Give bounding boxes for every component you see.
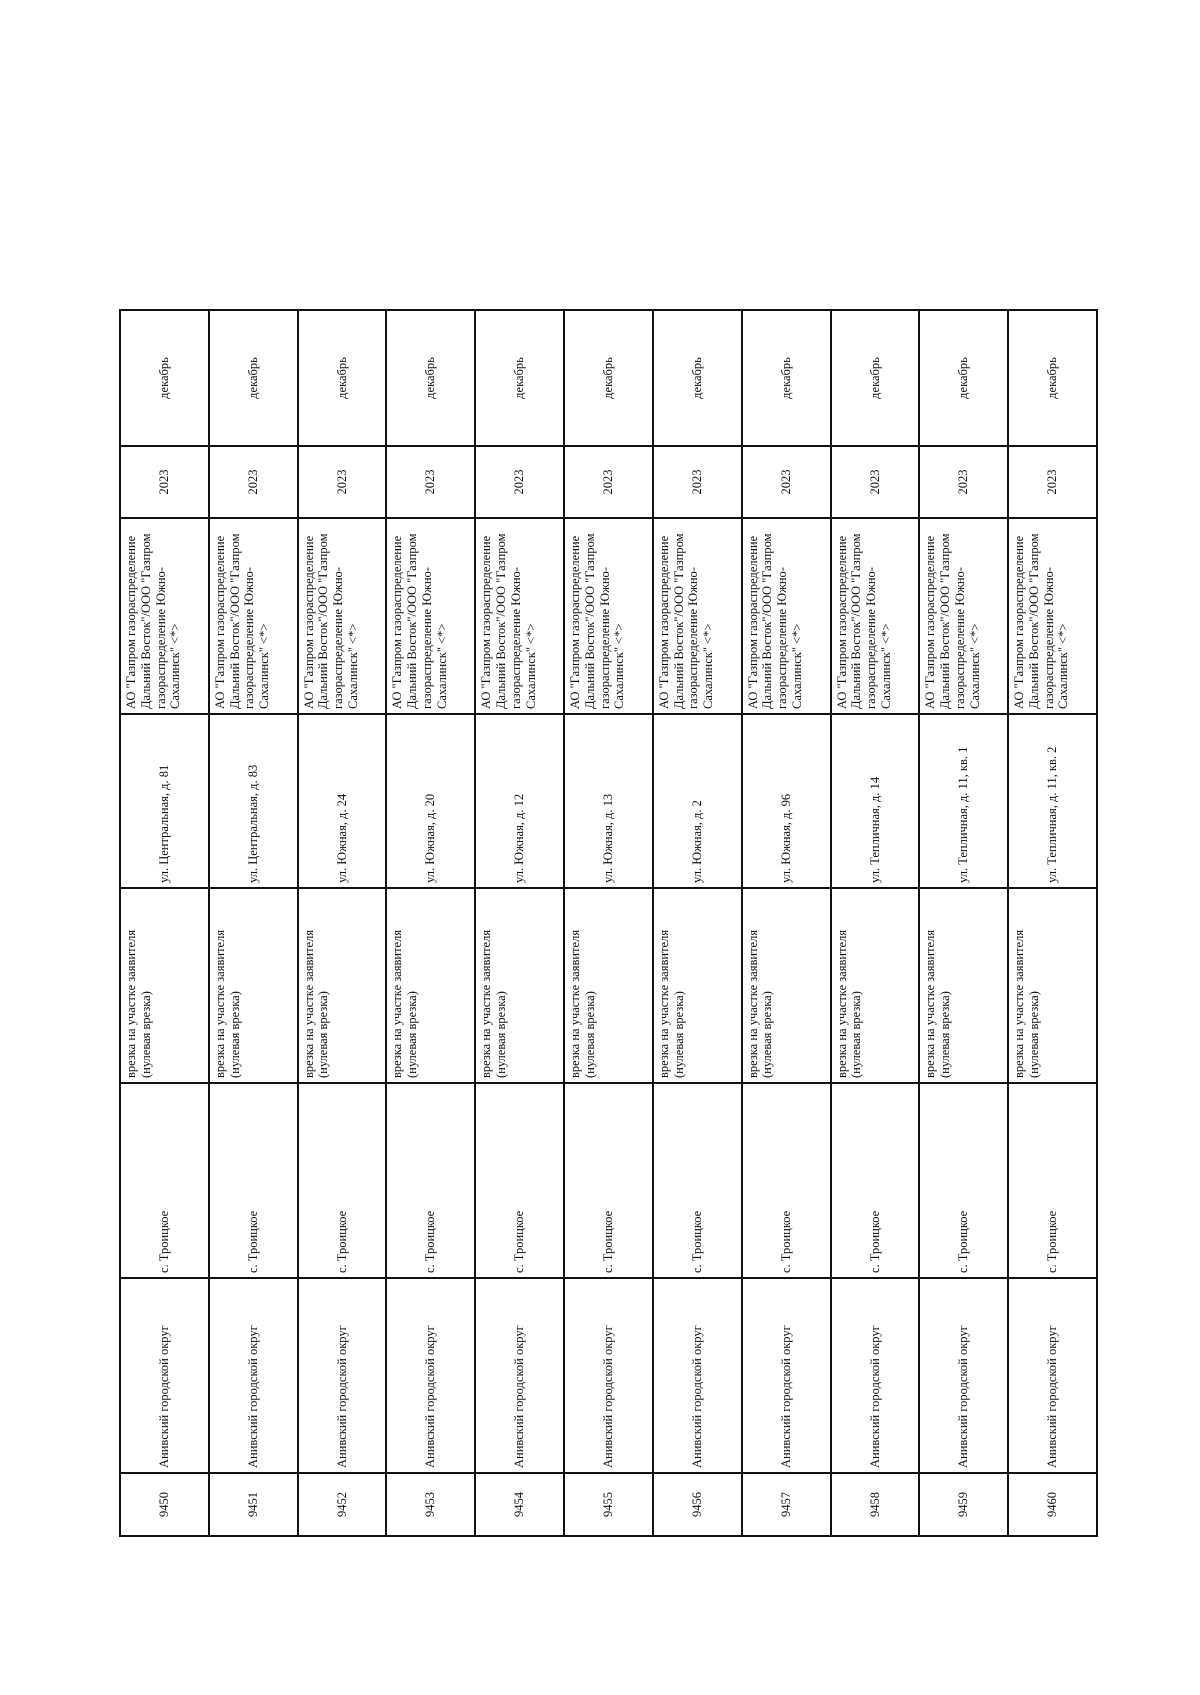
address-cell: ул. Южная, д. 96 xyxy=(742,714,831,888)
month-cell: декабрь xyxy=(120,310,209,446)
year-cell: 2023 xyxy=(831,446,920,518)
month-cell: декабрь xyxy=(653,310,742,446)
address-cell: ул. Южная, д. 12 xyxy=(475,714,564,888)
row-number: 9452 xyxy=(298,1473,387,1536)
work-type-cell: врезка на участке заявителя (нулевая врезка) xyxy=(564,888,653,1083)
table-row xyxy=(831,310,920,1536)
table-row xyxy=(298,310,387,1536)
locality-cell: с. Троицкое xyxy=(919,1083,1008,1278)
district-cell: Анивский городской округ xyxy=(209,1278,298,1473)
gasification-schedule-table xyxy=(119,309,1098,1537)
district-cell: Анивский городской округ xyxy=(475,1278,564,1473)
table-row xyxy=(475,310,564,1536)
work-type-cell: врезка на участке заявителя (нулевая врезка) xyxy=(919,888,1008,1083)
table-row xyxy=(120,310,209,1536)
address-cell: ул. Южная, д. 20 xyxy=(386,714,475,888)
district-cell: Анивский городской округ xyxy=(1008,1278,1097,1473)
address-cell: ул. Центральная, д. 81 xyxy=(120,714,209,888)
row-number: 9450 xyxy=(120,1473,209,1536)
row-number: 9454 xyxy=(475,1473,564,1536)
table-row xyxy=(209,310,298,1536)
address-cell: ул. Южная, д. 2 xyxy=(653,714,742,888)
locality-cell: с. Троицкое xyxy=(298,1083,387,1278)
organization-cell: АО "Газпром газораспределение Дальний Восток"/ООО "Газпром газораспределение Южно-Сахалинск" <*> xyxy=(742,518,831,714)
locality-cell: с. Троицкое xyxy=(564,1083,653,1278)
year-cell: 2023 xyxy=(386,446,475,518)
address-cell: ул. Южная, д. 13 xyxy=(564,714,653,888)
locality-cell: с. Троицкое xyxy=(386,1083,475,1278)
row-number: 9459 xyxy=(919,1473,1008,1536)
district-cell: Анивский городской округ xyxy=(386,1278,475,1473)
year-cell: 2023 xyxy=(475,446,564,518)
organization-cell: АО "Газпром газораспределение Дальний Восток"/ООО "Газпром газораспределение Южно-Сахалинск" <*> xyxy=(1008,518,1097,714)
organization-cell: АО "Газпром газораспределение Дальний Восток"/ООО "Газпром газораспределение Южно-Сахалинск" <*> xyxy=(653,518,742,714)
row-number: 9451 xyxy=(209,1473,298,1536)
address-cell: ул. Центральная, д. 83 xyxy=(209,714,298,888)
organization-cell: АО "Газпром газораспределение Дальний Восток"/ООО "Газпром газораспределение Южно-Сахалинск" <*> xyxy=(386,518,475,714)
district-cell: Анивский городской округ xyxy=(120,1278,209,1473)
district-cell: Анивский городской округ xyxy=(653,1278,742,1473)
year-cell: 2023 xyxy=(120,446,209,518)
locality-cell: с. Троицкое xyxy=(1008,1083,1097,1278)
month-cell: декабрь xyxy=(475,310,564,446)
address-cell: ул. Тепличная, д. 14 xyxy=(831,714,920,888)
work-type-cell: врезка на участке заявителя (нулевая врезка) xyxy=(298,888,387,1083)
locality-cell: с. Троицкое xyxy=(742,1083,831,1278)
district-cell: Анивский городской округ xyxy=(564,1278,653,1473)
month-cell: декабрь xyxy=(209,310,298,446)
row-number: 9456 xyxy=(653,1473,742,1536)
work-type-cell: врезка на участке заявителя (нулевая врезка) xyxy=(475,888,564,1083)
address-cell: ул. Южная, д. 24 xyxy=(298,714,387,888)
locality-cell: с. Троицкое xyxy=(831,1083,920,1278)
month-cell: декабрь xyxy=(1008,310,1097,446)
work-type-cell: врезка на участке заявителя (нулевая врезка) xyxy=(742,888,831,1083)
year-cell: 2023 xyxy=(742,446,831,518)
year-cell: 2023 xyxy=(653,446,742,518)
year-cell: 2023 xyxy=(564,446,653,518)
work-type-cell: врезка на участке заявителя (нулевая врезка) xyxy=(386,888,475,1083)
month-cell: декабрь xyxy=(298,310,387,446)
month-cell: декабрь xyxy=(386,310,475,446)
district-cell: Анивский городской округ xyxy=(919,1278,1008,1473)
row-number: 9457 xyxy=(742,1473,831,1536)
month-cell: декабрь xyxy=(919,310,1008,446)
year-cell: 2023 xyxy=(298,446,387,518)
row-number: 9458 xyxy=(831,1473,920,1536)
row-number: 9453 xyxy=(386,1473,475,1536)
work-type-cell: врезка на участке заявителя (нулевая врезка) xyxy=(653,888,742,1083)
locality-cell: с. Троицкое xyxy=(653,1083,742,1278)
work-type-cell: врезка на участке заявителя (нулевая врезка) xyxy=(831,888,920,1083)
table-body xyxy=(120,310,1097,1536)
organization-cell: АО "Газпром газораспределение Дальний Восток"/ООО "Газпром газораспределение Южно-Сахалинск" <*> xyxy=(564,518,653,714)
month-cell: декабрь xyxy=(742,310,831,446)
organization-cell: АО "Газпром газораспределение Дальний Восток"/ООО "Газпром газораспределение Южно-Сахалинск" <*> xyxy=(831,518,920,714)
address-cell: ул. Тепличная, д. 11, кв. 1 xyxy=(919,714,1008,888)
year-cell: 2023 xyxy=(1008,446,1097,518)
district-cell: Анивский городской округ xyxy=(831,1278,920,1473)
table-row xyxy=(653,310,742,1536)
table-row xyxy=(742,310,831,1536)
locality-cell: с. Троицкое xyxy=(209,1083,298,1278)
work-type-cell: врезка на участке заявителя (нулевая врезка) xyxy=(120,888,209,1083)
district-cell: Анивский городской округ xyxy=(742,1278,831,1473)
table-row xyxy=(564,310,653,1536)
locality-cell: с. Троицкое xyxy=(475,1083,564,1278)
work-type-cell: врезка на участке заявителя (нулевая врезка) xyxy=(1008,888,1097,1083)
address-cell: ул. Тепличная, д. 11, кв. 2 xyxy=(1008,714,1097,888)
row-number: 9460 xyxy=(1008,1473,1097,1536)
row-number: 9455 xyxy=(564,1473,653,1536)
month-cell: декабрь xyxy=(564,310,653,446)
year-cell: 2023 xyxy=(209,446,298,518)
year-cell: 2023 xyxy=(919,446,1008,518)
organization-cell: АО "Газпром газораспределение Дальний Восток"/ООО "Газпром газораспределение Южно-Сахалинск" <*> xyxy=(475,518,564,714)
locality-cell: с. Троицкое xyxy=(120,1083,209,1278)
table-row xyxy=(919,310,1008,1536)
work-type-cell: врезка на участке заявителя (нулевая врезка) xyxy=(209,888,298,1083)
organization-cell: АО "Газпром газораспределение Дальний Восток"/ООО "Газпром газораспределение Южно-Сахалинск" <*> xyxy=(120,518,209,714)
month-cell: декабрь xyxy=(831,310,920,446)
table-row xyxy=(1008,310,1097,1536)
organization-cell: АО "Газпром газораспределение Дальний Восток"/ООО "Газпром газораспределение Южно-Сахалинск" <*> xyxy=(209,518,298,714)
organization-cell: АО "Газпром газораспределение Дальний Восток"/ООО "Газпром газораспределение Южно-Сахалинск" <*> xyxy=(298,518,387,714)
organization-cell: АО "Газпром газораспределение Дальний Восток"/ООО "Газпром газораспределение Южно-Сахалинск" <*> xyxy=(919,518,1008,714)
district-cell: Анивский городской округ xyxy=(298,1278,387,1473)
table-row xyxy=(386,310,475,1536)
